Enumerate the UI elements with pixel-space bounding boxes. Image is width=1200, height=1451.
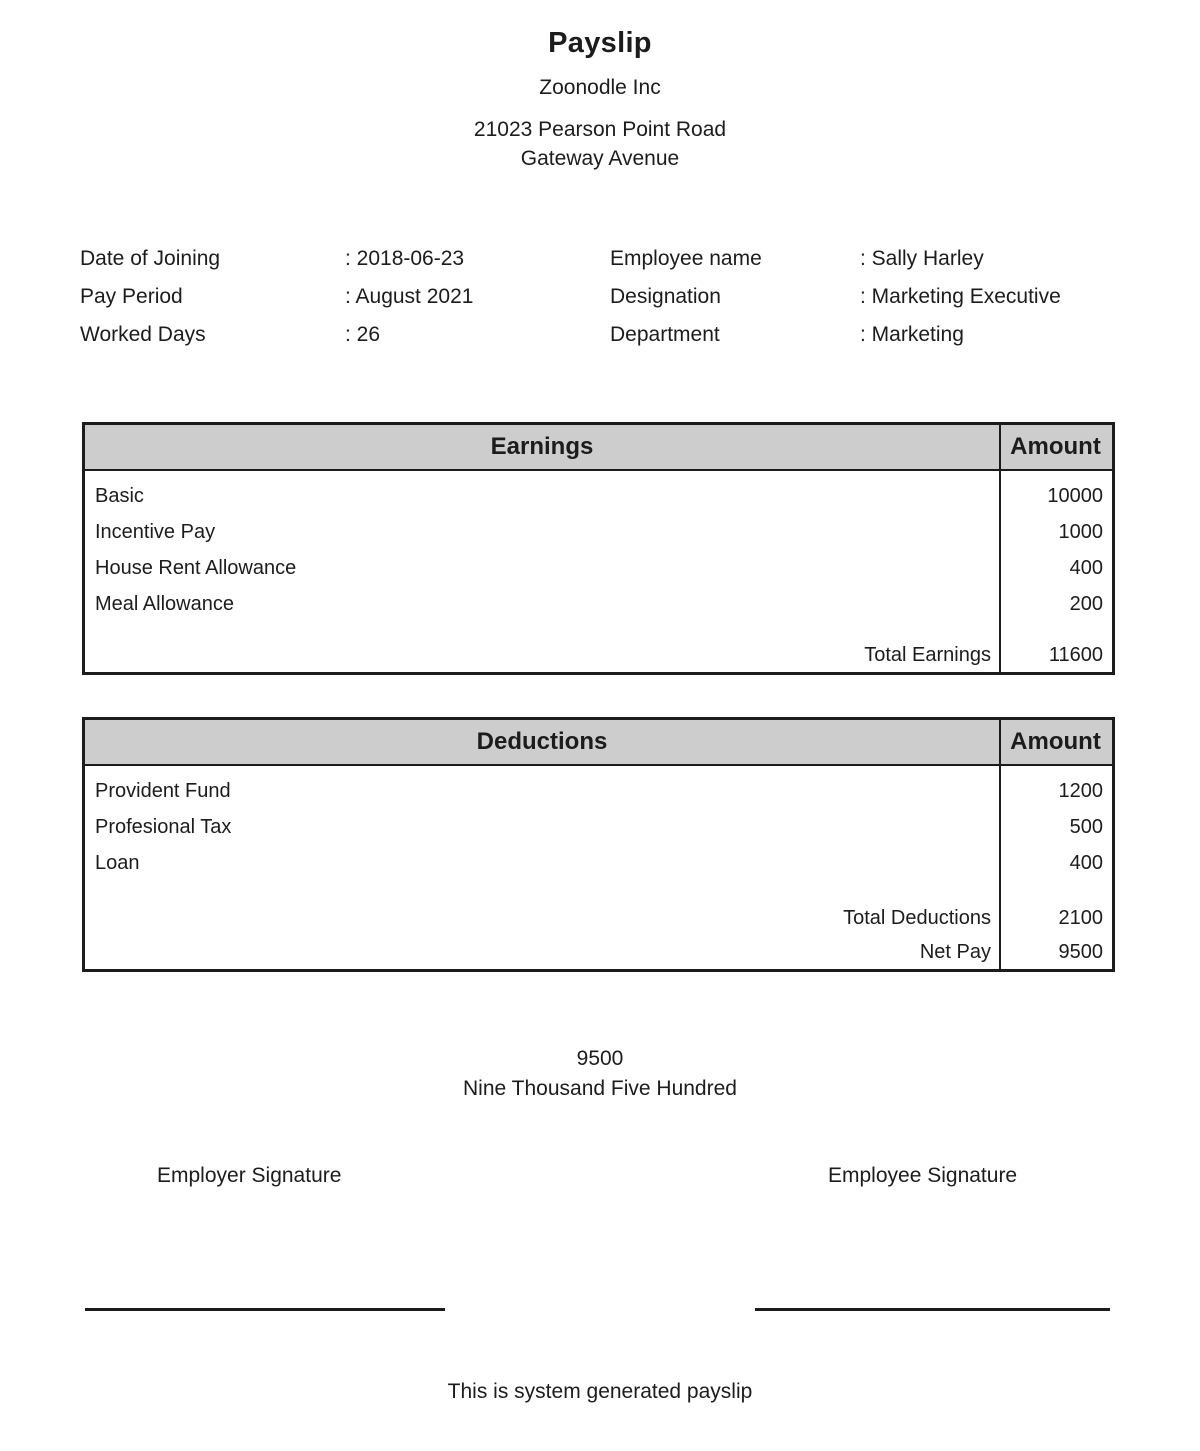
deductions-table-body [85,766,1112,969]
company-address [0,115,1200,173]
employee-signature-line [755,1308,1110,1311]
table-row [85,514,1112,550]
earning-amount: 10000 [1047,484,1103,507]
total-deductions-label: Total Deductions [843,906,991,929]
table-row [85,845,1112,881]
employee-signature-label: Employee Signature [828,1164,1018,1187]
total-deductions-row [85,901,1112,935]
info-value: : Marketing [860,323,964,346]
earning-amount: 200 [1069,592,1103,615]
employee-info-left [80,240,473,354]
system-generated-note: This is system generated payslip [447,1380,753,1403]
info-row-worked-days [80,316,473,354]
info-label: Date of Joining [80,247,221,270]
net-pay-row [85,935,1112,969]
deduction-amount: 500 [1069,815,1103,838]
total-earnings-label: Total Earnings [864,643,991,666]
deduction-amount: 1200 [1058,779,1103,802]
info-row-designation [610,278,1061,316]
employer-signature-line [85,1308,445,1311]
address-line-2: Gateway Avenue [520,147,680,170]
earning-amount: 1000 [1058,520,1103,543]
info-value: : August 2021 [345,285,474,308]
deduction-label: Profesional Tax [95,815,232,838]
earning-label: Incentive Pay [95,520,216,543]
earning-label: House Rent Allowance [95,556,297,579]
table-spacer [85,622,1112,638]
net-pay-summary [0,1044,1200,1104]
info-row-pay-period [80,278,473,316]
net-pay-words: Nine Thousand Five Hundred [463,1077,737,1100]
deductions-amount-header: Amount [1010,728,1101,755]
company-name: Zoonodle Inc [539,76,661,99]
info-label: Designation [610,285,721,308]
total-earnings-amount: 11600 [1048,643,1103,666]
info-label: Pay Period [80,285,183,308]
table-row [85,586,1112,622]
total-earnings-row [85,638,1112,672]
info-row-employee-name [610,240,1061,278]
earnings-table [82,422,1115,675]
info-row-date-of-joining [80,240,473,278]
earnings-header-label: Earnings [490,433,594,460]
deductions-header-label: Deductions [476,728,608,755]
table-row [85,478,1112,514]
employer-signature-label: Employer Signature [157,1164,342,1187]
deductions-table [82,717,1115,972]
page-title: Payslip [548,27,652,59]
deduction-label: Provident Fund [95,779,231,802]
earnings-table-header [85,425,1112,471]
info-value: : Marketing Executive [860,285,1061,308]
table-row [85,773,1112,809]
table-row [85,809,1112,845]
net-pay-label: Net Pay [919,940,991,963]
info-label: Employee name [610,247,762,270]
info-row-department [610,316,1061,354]
amount-column-divider [999,425,1001,672]
table-spacer [85,881,1112,901]
net-pay-amount: 9500 [1058,940,1103,963]
earning-label: Meal Allowance [95,592,234,615]
earnings-amount-header: Amount [1010,433,1101,460]
deduction-amount: 400 [1069,851,1103,874]
earning-amount: 400 [1069,556,1103,579]
total-deductions-amount: 2100 [1058,906,1103,929]
amount-column-divider [999,720,1001,969]
info-value: : Sally Harley [860,247,984,270]
deduction-label: Loan [95,851,140,874]
info-value: : 26 [345,323,381,346]
deductions-table-header [85,720,1112,766]
info-label: Department [610,323,720,346]
info-value: : 2018-06-23 [345,247,465,270]
info-label: Worked Days [80,323,206,346]
earnings-table-body [85,471,1112,672]
employee-info-right [610,240,1061,354]
table-row [85,550,1112,586]
net-pay-numeric: 9500 [576,1047,624,1070]
earning-label: Basic [95,484,144,507]
address-line-1: 21023 Pearson Point Road [473,118,727,141]
